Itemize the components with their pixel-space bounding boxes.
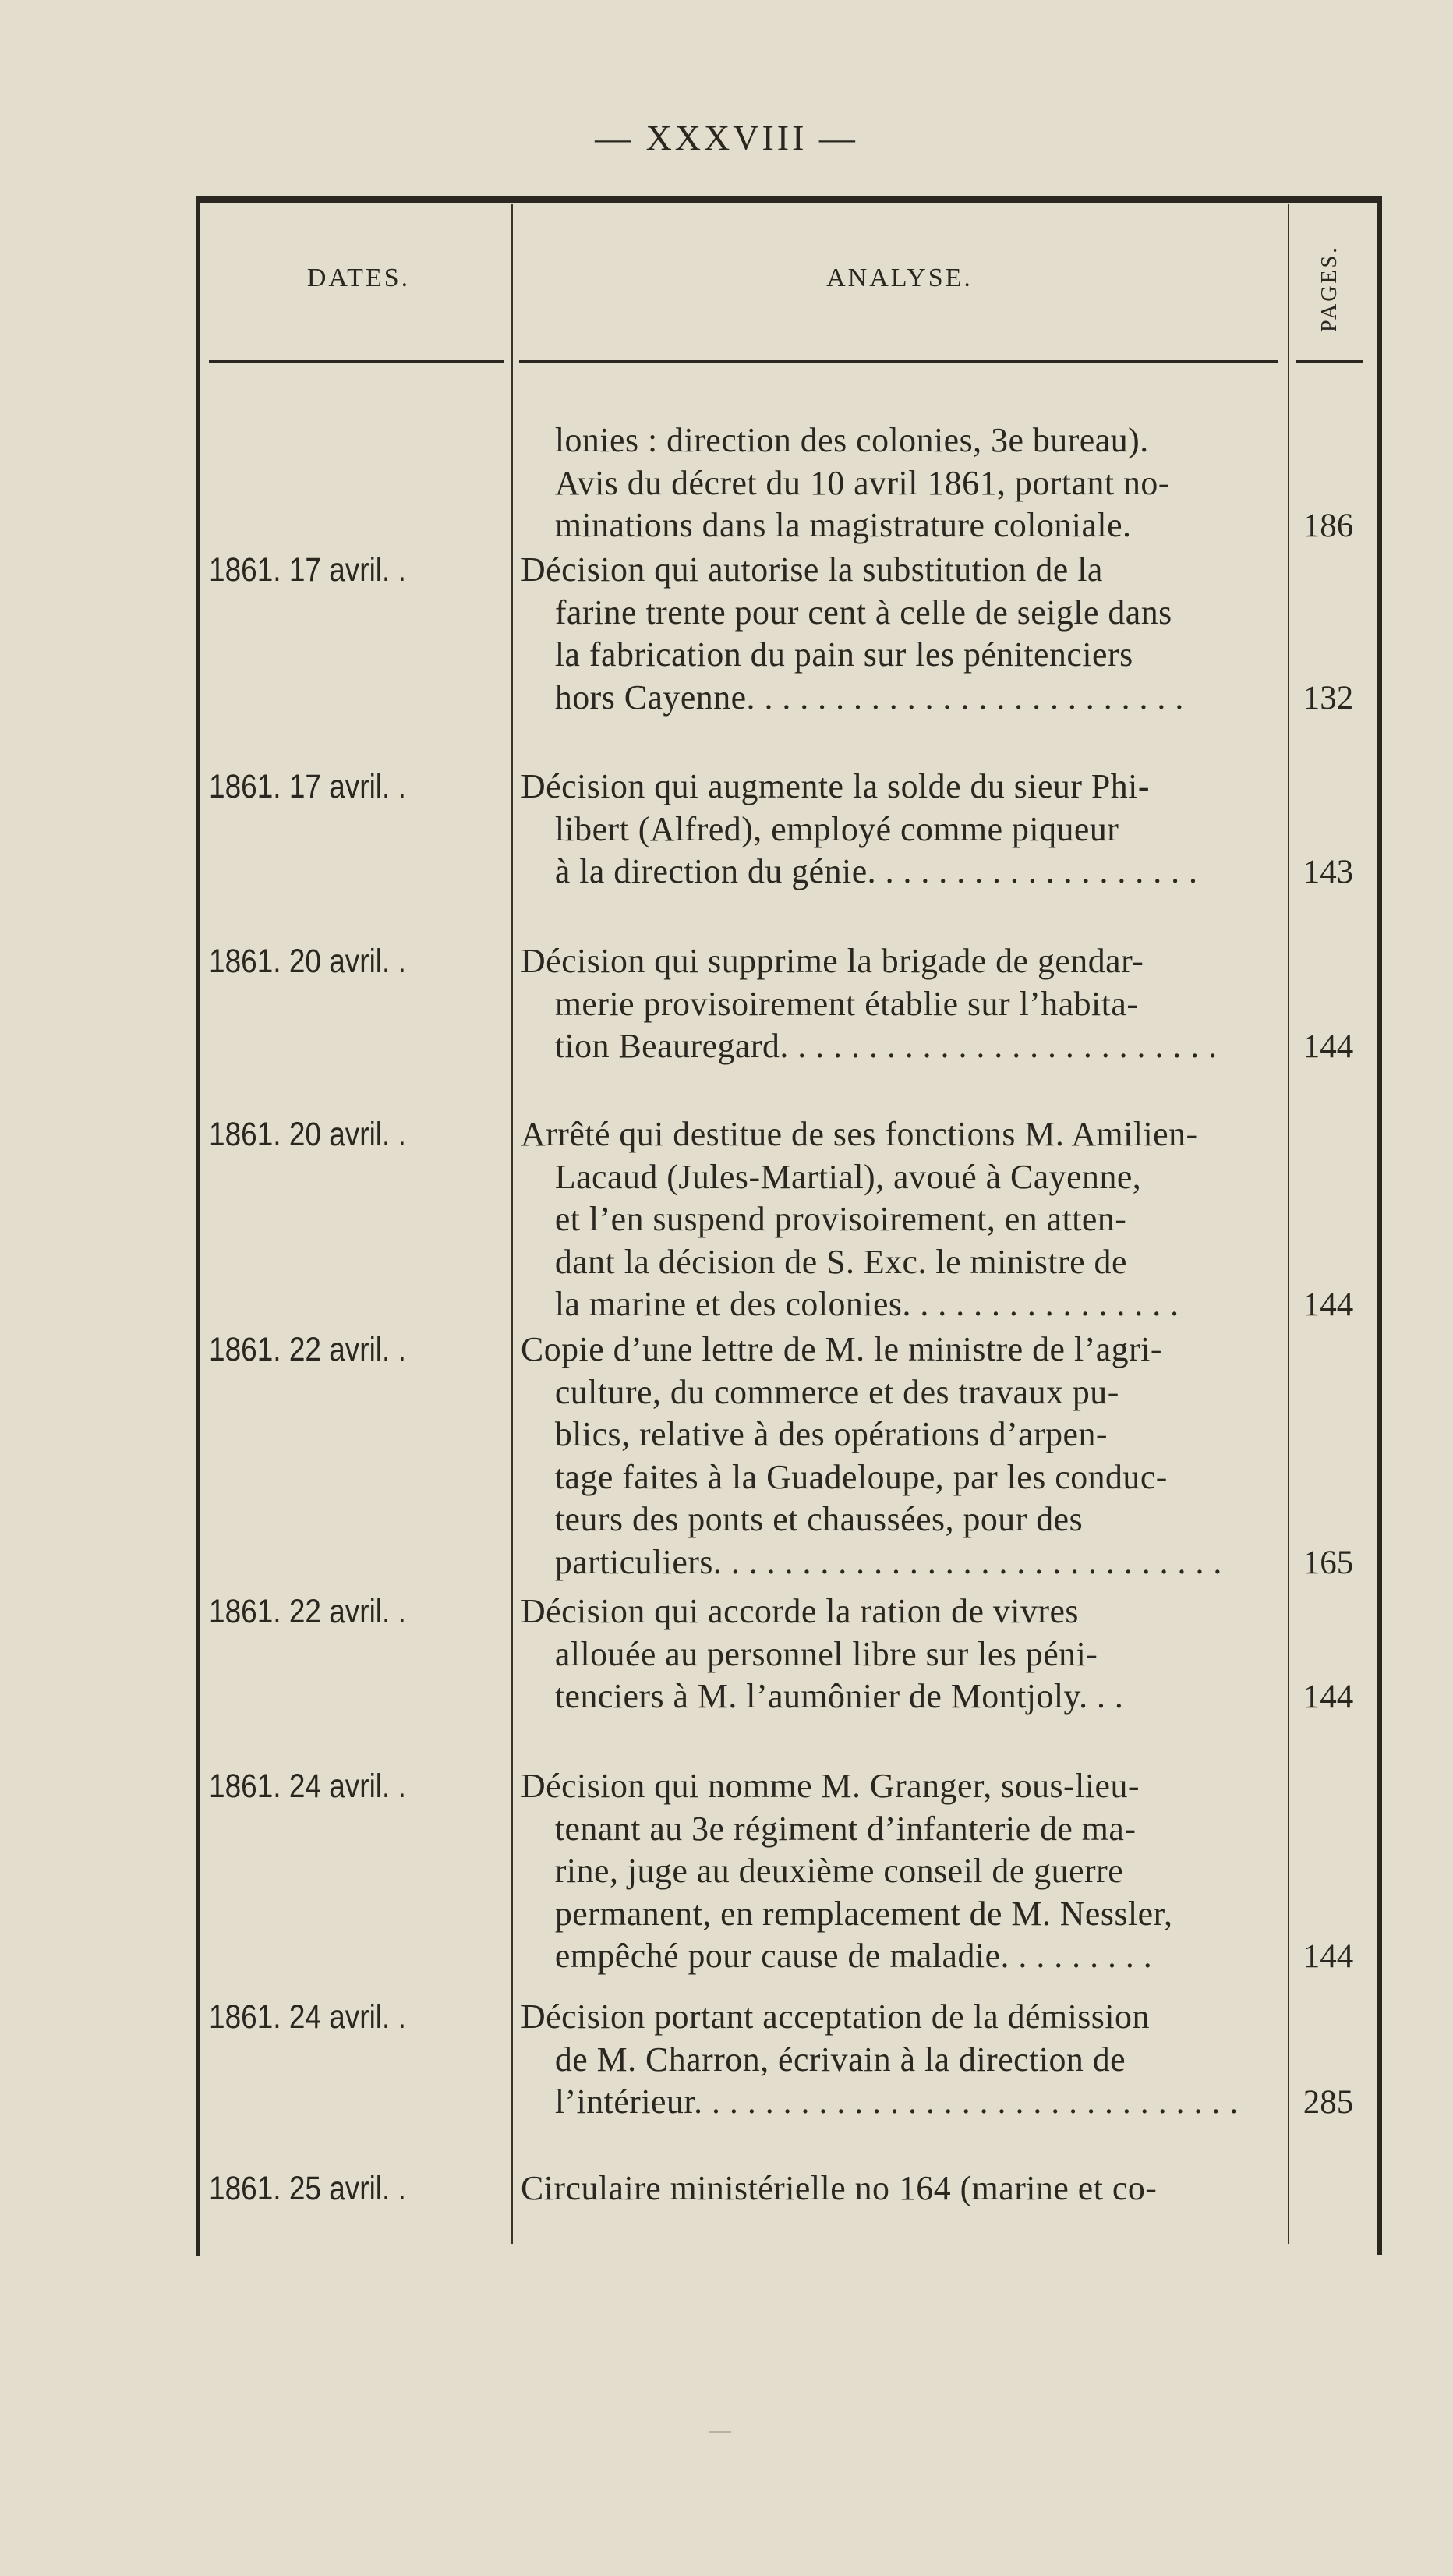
entry-page-number: 285 <box>1303 2084 1354 2121</box>
analysis-line: dant la décision de S. Exc. le ministre de <box>554 1242 1127 1281</box>
analysis-line: rine, juge au deuxième conseil de guerre <box>554 1852 1124 1890</box>
analysis-line: Avis du décret du 10 avril 1861, portant no- <box>554 463 1170 502</box>
entry-page-number: 132 <box>1303 679 1354 717</box>
entry-analysis <box>521 1996 1278 2124</box>
analysis-line: farine trente pour cent à celle de seigle dans <box>554 593 1172 632</box>
analysis-line: empêché pour cause de maladie. . . . . . . . . <box>554 1937 1153 1975</box>
analysis-line: la fabrication du pain sur les pénitenciers <box>554 635 1133 674</box>
header-analyse: ANALYSE. <box>826 264 973 292</box>
entry-page-number: 144 <box>1303 1028 1354 1065</box>
entry-date: 1861. 25 avril. . <box>209 2170 406 2207</box>
analysis-line: Décision qui accorde la ration de vivres <box>521 1592 1079 1630</box>
analysis-line: minations dans la magistrature coloniale. <box>554 506 1132 544</box>
analysis-line: Arrêté qui destitue de ses fonctions M. Amilien- <box>521 1115 1198 1153</box>
analysis-line: hors Cayenne. . . . . . . . . . . . . . . . . . . . . . . . . <box>554 678 1184 717</box>
header-dates: DATES. <box>306 264 411 292</box>
entry-page-number: 144 <box>1303 1286 1354 1323</box>
entry-analysis <box>521 2167 1278 2210</box>
entry-analysis <box>521 419 1278 547</box>
analysis-line: libert (Alfred), employé comme piqueur <box>554 809 1119 848</box>
entry-date: 1861. 17 avril. . <box>209 768 406 805</box>
analysis-line: Décision qui supprime la brigade de gendar- <box>521 942 1144 980</box>
analysis-line: Décision portant acceptation de la démission <box>521 1997 1150 2036</box>
entry-analysis <box>521 1765 1278 1978</box>
analysis-line: Décision qui augmente la solde du sieur Phi- <box>521 767 1150 805</box>
analysis-line: merie provisoirement établie sur l’habita- <box>554 984 1139 1023</box>
analysis-line: allouée au personnel libre sur les péni- <box>554 1634 1098 1673</box>
entry-page-number: 144 <box>1303 1679 1354 1715</box>
analysis-line: permanent, en remplacement de M. Nessler, <box>554 1894 1173 1933</box>
bottom-mark <box>709 2431 731 2433</box>
header-pages: PAGES. <box>1317 245 1342 332</box>
page-number: — XXXVIII — <box>595 118 858 157</box>
entry-analysis <box>521 1329 1278 1583</box>
analysis-line: lonies : direction des colonies, 3e bureau). <box>554 421 1149 459</box>
entry-analysis <box>521 1113 1278 1326</box>
analysis-line: tion Beauregard. . . . . . . . . . . . . . . . . . . . . . . . . <box>554 1027 1218 1065</box>
analysis-line: la marine et des colonies. . . . . . . . . . . . . . . . <box>554 1285 1179 1323</box>
entry-analysis <box>521 549 1278 719</box>
analysis-line: Circulaire ministérielle no 164 (marine et co- <box>521 2169 1158 2207</box>
analysis-line: Décision qui nomme M. Granger, sous-lieu- <box>521 1767 1140 1805</box>
analysis-line: à la direction du génie. . . . . . . . . . . . . . . . . . . <box>554 852 1198 890</box>
entry-page-number: 144 <box>1303 1938 1354 1975</box>
entry-page-number: 165 <box>1303 1544 1354 1581</box>
analysis-line: tage faites à la Guadeloupe, par les conduc- <box>554 1457 1168 1496</box>
analysis-line: l’intérieur. . . . . . . . . . . . . . . . . . . . . . . . . . . . . . . <box>554 2082 1239 2121</box>
entry-date: 1861. 22 avril. . <box>209 1331 406 1368</box>
analysis-line: Lacaud (Jules-Martial), avoué à Cayenne, <box>554 1157 1142 1196</box>
analysis-line: et l’en suspend provisoirement, en atten- <box>554 1200 1127 1238</box>
entry-analysis <box>521 940 1278 1068</box>
analysis-line: tenciers à M. l’aumônier de Montjoly. . . <box>554 1677 1124 1715</box>
entry-analysis <box>521 1591 1278 1718</box>
entry-date: 1861. 24 avril. . <box>209 1767 406 1805</box>
analysis-line: particuliers. . . . . . . . . . . . . . . . . . . . . . . . . . . . . <box>554 1542 1222 1581</box>
entry-analysis <box>521 766 1278 893</box>
entry-date: 1861. 22 avril. . <box>209 1593 406 1630</box>
entry-date: 1861. 20 avril. . <box>209 943 406 980</box>
entry-date: 1861. 17 avril. . <box>209 551 406 589</box>
entry-date: 1861. 20 avril. . <box>209 1116 406 1153</box>
entry-page-number: 143 <box>1303 854 1354 890</box>
analysis-line: de M. Charron, écrivain à la direction de <box>554 2040 1126 2079</box>
analysis-line: blics, relative à des opérations d’arpen- <box>554 1415 1108 1453</box>
analysis-line: culture, du commerce et des travaux pu- <box>554 1372 1119 1411</box>
entry-date: 1861. 24 avril. . <box>209 1998 406 2036</box>
analysis-line: Copie d’une lettre de M. le ministre de l’agri- <box>521 1330 1162 1368</box>
analysis-line: teurs des ponts et chaussées, pour des <box>554 1500 1084 1538</box>
entry-page-number: 186 <box>1303 508 1354 544</box>
analysis-line: Décision qui autorise la substitution de la <box>521 550 1103 589</box>
analysis-line: tenant au 3e régiment d’infanterie de ma- <box>554 1809 1137 1848</box>
